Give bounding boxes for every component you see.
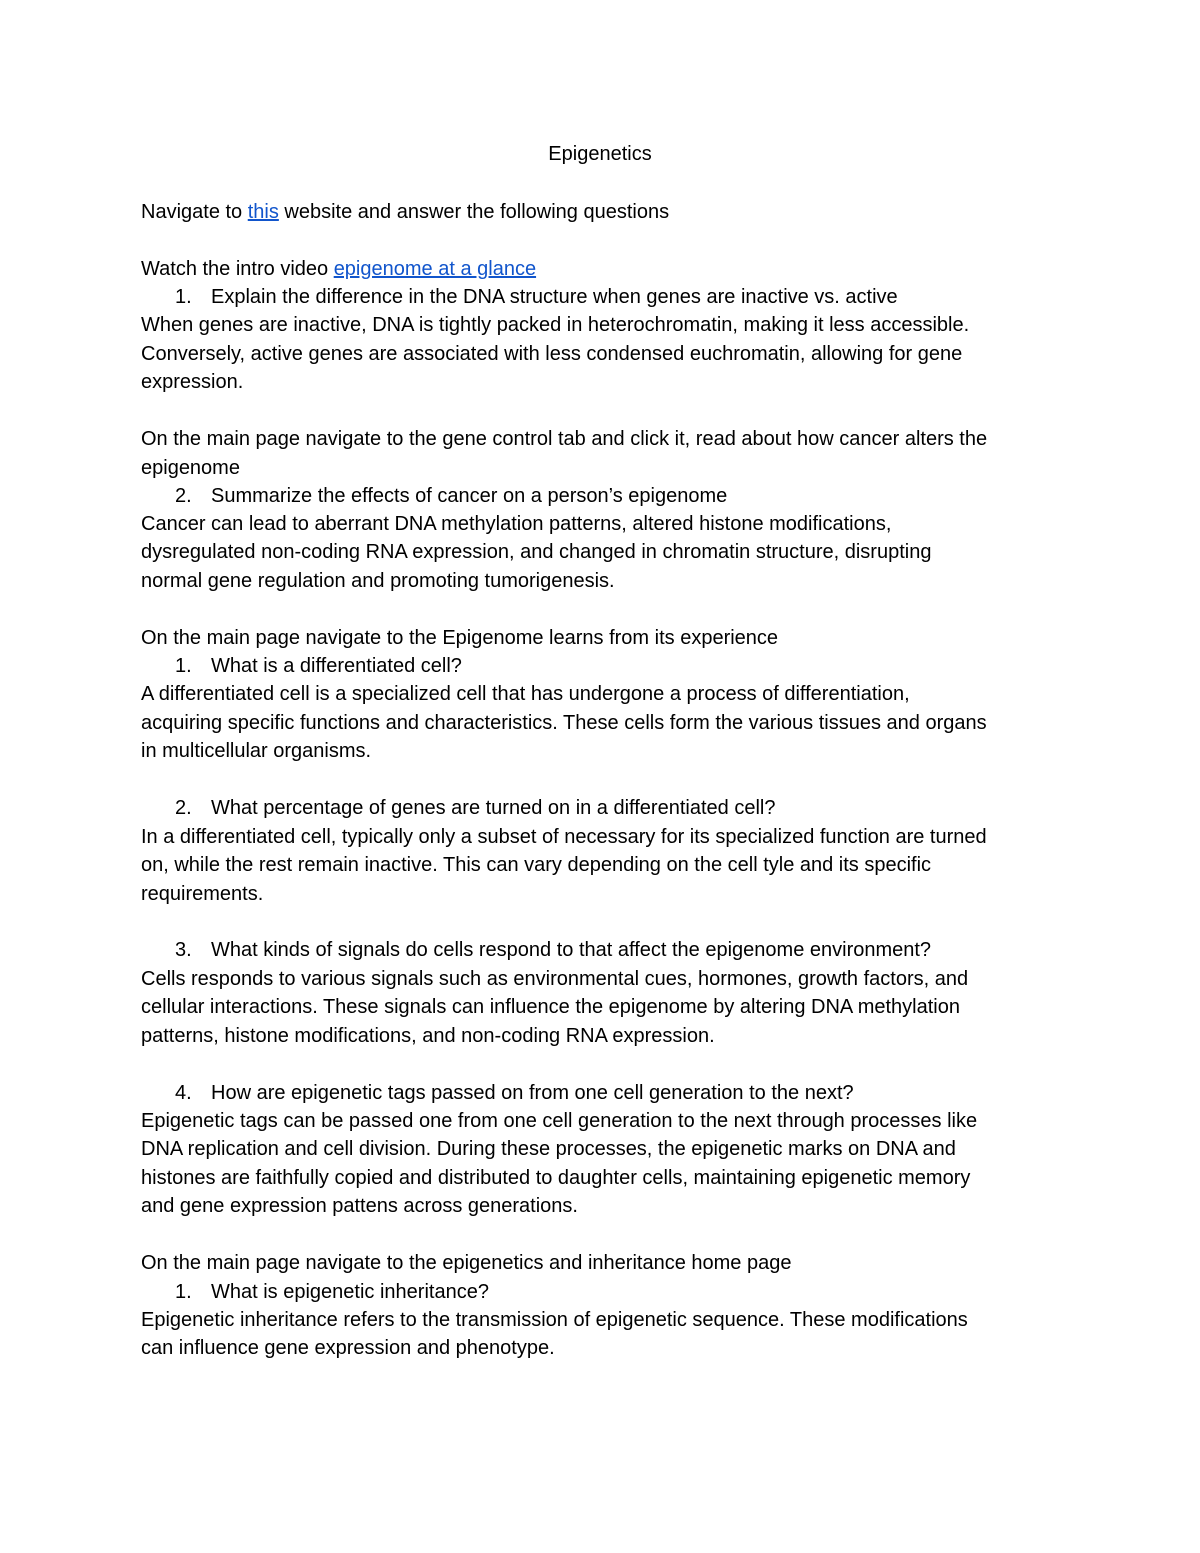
answer-1-line-2: Conversely, active genes are associated with less condensed euchromatin, allowing for gene (141, 343, 963, 365)
section-3-line: On the main page navigate to the Epigenome learns from its experience (141, 627, 779, 649)
question-text: Summarize the effects of cancer on a person’s epigenome (211, 485, 728, 507)
answer-3-2-line-1: In a differentiated cell, typically only a subset of necessary for its specialized function are turned (141, 826, 987, 848)
question-text: What is a differentiated cell? (211, 655, 462, 677)
answer-1-line-3: expression. (141, 371, 244, 393)
question-1 (175, 283, 898, 311)
question-3-4 (175, 1079, 854, 1107)
answer-3-2-line-2: on, while the rest remain inactive. This can vary depending on the cell tyle and its specific (141, 854, 932, 876)
question-text: How are epigenetic tags passed on from one cell generation to the next? (211, 1082, 854, 1104)
answer-2-line-1: Cancer can lead to aberrant DNA methylation patterns, altered histone modifications, (141, 513, 892, 535)
question-2 (175, 482, 727, 510)
question-3-1 (175, 652, 462, 680)
answer-3-3-line-1: Cells responds to various signals such as environmental cues, hormones, growth factors, and (141, 968, 969, 990)
intro-line (141, 198, 669, 226)
this-website-link[interactable]: this (247, 201, 279, 223)
answer-4-1-line-2: can influence gene expression and phenotype. (141, 1337, 555, 1359)
question-text: What is epigenetic inheritance? (211, 1281, 489, 1303)
video-prefix: Watch the intro video (141, 258, 334, 280)
answer-1-line-1: When genes are inactive, DNA is tightly packed in heterochromatin, making it less accessible. (141, 314, 970, 336)
question-3-2 (175, 794, 775, 822)
answer-3-4-line-2: DNA replication and cell division. During these processes, the epigenetic marks on DNA and (141, 1138, 956, 1160)
question-text: What percentage of genes are turned on in a differentiated cell? (211, 797, 776, 819)
intro-prefix: Navigate to (141, 201, 248, 223)
question-number: 4. (175, 1082, 192, 1104)
intro-suffix: website and answer the following questions (278, 201, 670, 223)
answer-3-1-line-1: A differentiated cell is a specialized cell that has undergone a process of differentiation, (141, 683, 910, 705)
question-number: 2. (175, 797, 192, 819)
answer-3-4-line-3: histones are faithfully copied and distributed to daughter cells, maintaining epigenetic memory (141, 1167, 971, 1189)
question-number: 1. (175, 655, 192, 677)
answer-3-3-line-2: cellular interactions. These signals can influence the epigenome by altering DNA methylation (141, 996, 960, 1018)
question-number: 2. (175, 485, 192, 507)
answer-3-2-line-3: requirements. (141, 883, 264, 905)
document-title: Epigenetics (548, 143, 652, 165)
section-4-line: On the main page navigate to the epigenetics and inheritance home page (141, 1252, 792, 1274)
answer-3-3-line-3: patterns, histone modifications, and non-coding RNA expression. (141, 1025, 715, 1047)
answer-3-1-line-2: acquiring specific functions and characteristics. These cells form the various tissues and organs (141, 712, 987, 734)
question-number: 3. (175, 939, 192, 961)
answer-2-line-3: normal gene regulation and promoting tumorigenesis. (141, 570, 615, 592)
section-2-line-1: On the main page navigate to the gene control tab and click it, read about how cancer alters the (141, 428, 988, 450)
answer-3-4-line-1: Epigenetic tags can be passed one from one cell generation to the next through processes like (141, 1110, 978, 1132)
answer-3-1-line-3: in multicellular organisms. (141, 740, 372, 762)
question-text: Explain the difference in the DNA structure when genes are inactive vs. active (211, 286, 898, 308)
question-text: What kinds of signals do cells respond to that affect the epigenome environment? (211, 939, 932, 961)
question-4-1 (175, 1278, 489, 1306)
answer-4-1-line-1: Epigenetic inheritance refers to the transmission of epigenetic sequence. These modifications (141, 1309, 968, 1331)
question-number: 1. (175, 1281, 192, 1303)
answer-3-4-line-4: and gene expression pattens across generations. (141, 1195, 578, 1217)
epigenome-video-link[interactable]: epigenome at a glance (333, 258, 537, 280)
question-3-3 (175, 936, 931, 964)
video-line (141, 255, 536, 283)
answer-2-line-2: dysregulated non-coding RNA expression, and changed in chromatin structure, disrupting (141, 541, 932, 563)
question-number: 1. (175, 286, 192, 308)
section-2-line-2: epigenome (141, 457, 240, 479)
